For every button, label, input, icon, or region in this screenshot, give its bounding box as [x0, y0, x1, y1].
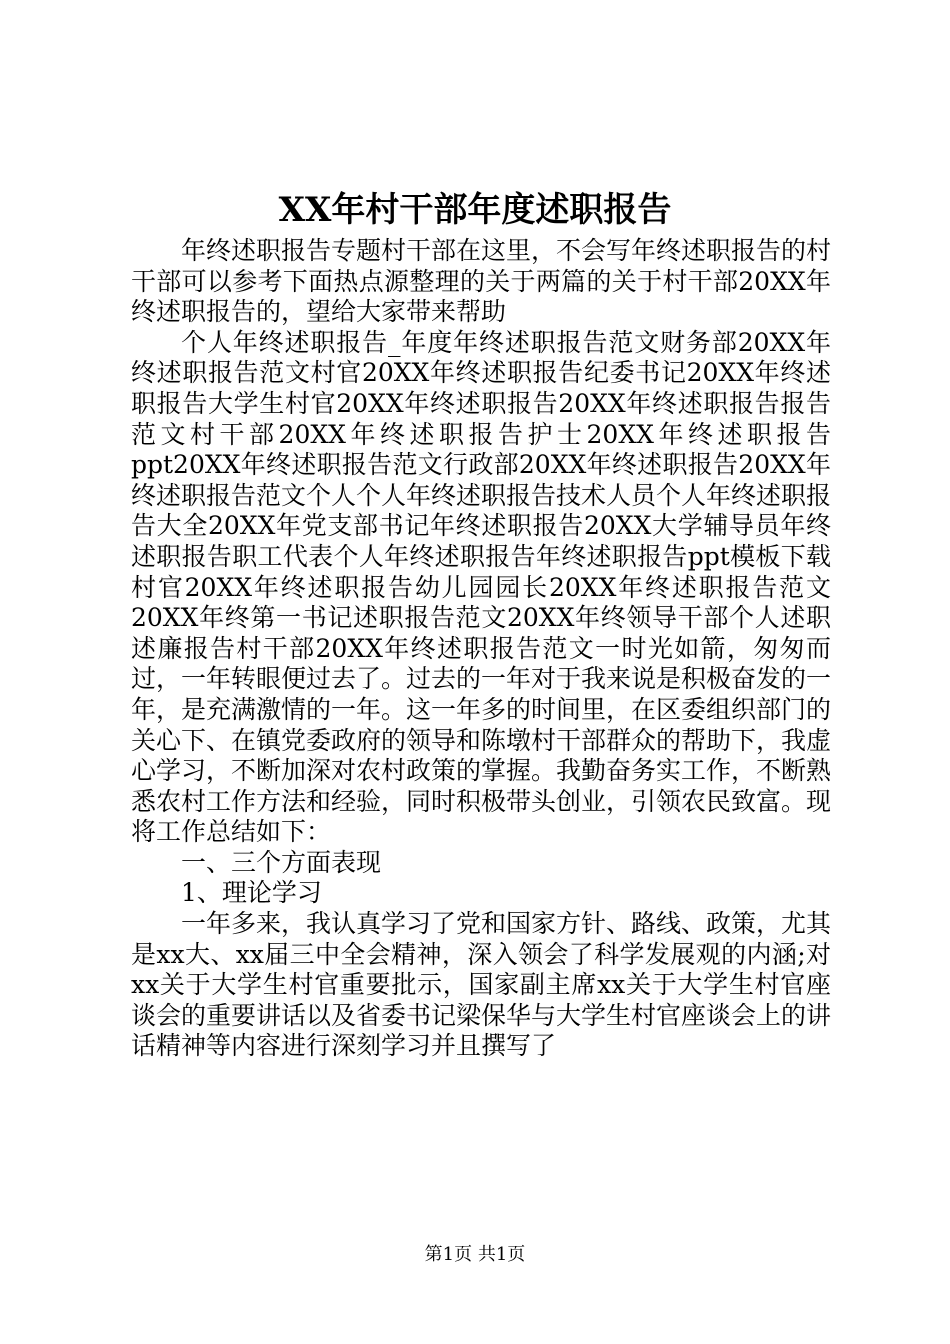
paragraph-study: 一年多来，我认真学习了党和国家方针、路线、政策，尤其是xx大、xx届三中全会精神，深入领会了科学发展观的内涵;对xx关于大学生村官重要批示，国家副主席xx关于大学生村官座谈会的重要讲话以及省委书记梁保华与大学生村官座谈会上的讲话精神等内容进行深刻学习并且撰写了 [131, 909, 832, 1061]
document-title: XX年村干部年度述职报告 [278, 190, 672, 230]
paragraph-main: 个人年终述职报告_年度年终述职报告范文财务部20XX年终述职报告范文村官20XX年终述职报告纪委书记20XX年终述职报告大学生村官20XX年终述职报告20XX年终述职报告报告范文村干部20XX年终述职报告护士20XX年终述职报告ppt20XX年终述职报告范文行政部20XX年终述职报告20XX年终述职报告范文个人个人年终述职报告技术人员个人年终述职报告大全20XX年党支部书记年终述职报告20XX大学辅导员年终述职报告职工代表个人年终述职报告年终述职报告ppt模板下载村官20XX年终述职报告幼儿园园长20XX年终述职报告范文20XX年终第一书记述职报告范文20XX年终领导干部个人述职述廉报告村干部20XX年终述职报告范文一时光如箭，匆匆而过，一年转眼便过去了。过去的一年对于我来说是积极奋发的一年，是充满激情的一年。这一年多的时间里，在区委组织部门的关心下、在镇党委政府的领导和陈墩村干部群众的帮助下，我虚心学习，不断加深对农村政策的掌握。我勤奋务实工作，不断熟悉农村工作方法和经验，同时积极带头创业，引领农民致富。现将工作总结如下： [131, 327, 832, 847]
subsection-heading: 1、理论学习 [181, 878, 322, 908]
document-body [131, 236, 831, 1062]
section-heading: 一、三个方面表现 [181, 847, 382, 877]
page-number: 第1页 共1页 [424, 1244, 526, 1265]
paragraph-intro: 年终述职报告专题村干部在这里，不会写年终述职报告的村干部可以参考下面热点源整理的关于两篇的关于村干部20XX年终述职报告的，望给大家带来帮助 [131, 236, 832, 327]
